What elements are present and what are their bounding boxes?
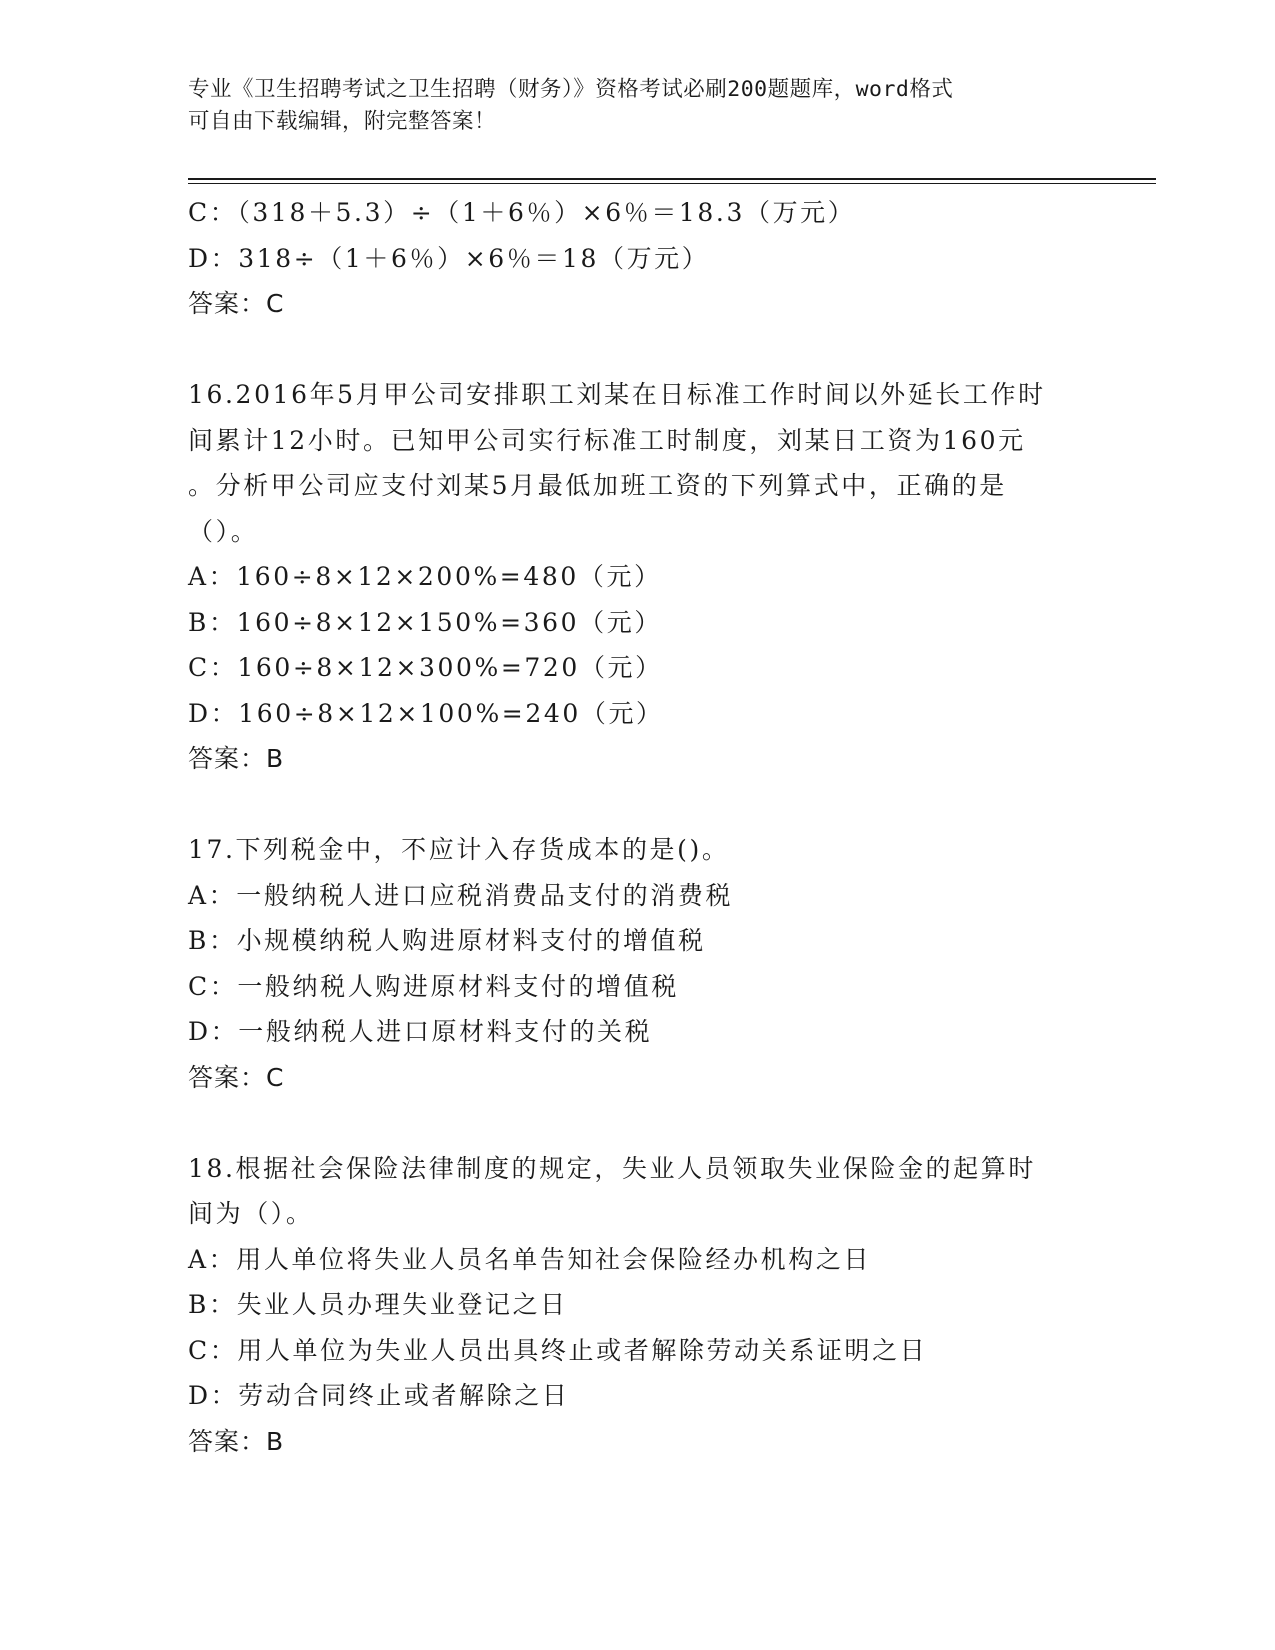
- question-17: [188, 827, 1088, 1100]
- question-16: [188, 372, 1088, 782]
- answer-label: 答案：B: [188, 1426, 285, 1456]
- answer-label: 答案：C: [188, 289, 285, 318]
- question-stem-line: 16.2016年5月甲公司安排职工刘某在日标准工作时间以外延长工作时: [188, 380, 1046, 409]
- question-stem-line: 间累计12小时。已知甲公司实行标准工时制度，刘某日工资为160元: [188, 425, 1026, 455]
- question-stem-line: 。分析甲公司应支付刘某5月最低加班工资的下列算式中，正确的是: [188, 471, 1007, 500]
- option-d: D：160÷8×12×100%=240（元）: [188, 698, 664, 728]
- option-a: A：用人单位将失业人员名单告知社会保险经办机构之日: [188, 1244, 872, 1274]
- header-line-1: 专业《卫生招聘考试之卫生招聘（财务）》资格考试必刷200题题库，word格式: [188, 77, 954, 102]
- question-18: [188, 1146, 1088, 1465]
- option-d: D：劳动合同终止或者解除之日: [188, 1381, 570, 1410]
- option-c: C：用人单位为失业人员出具终止或者解除劳动关系证明之日: [188, 1335, 928, 1365]
- option-c: C：一般纳税人购进原材料支付的增值税: [188, 971, 679, 1001]
- spacer: [188, 1100, 1088, 1146]
- option-d: D：318÷（1＋6％）×6％＝18（万元）: [188, 243, 710, 273]
- option-b: B：失业人员办理失业登记之日: [188, 1290, 568, 1319]
- option-c: C：160÷8×12×300%=720（元）: [188, 653, 663, 682]
- option-b: B：小规模纳税人购进原材料支付的增值税: [188, 926, 706, 955]
- option-a: A：一般纳税人进口应税消费品支付的消费税: [188, 880, 734, 910]
- document-content: [188, 190, 1088, 1464]
- option-b: B：160÷8×12×150%=360（元）: [188, 607, 662, 637]
- question-stem-line: 17.下列税金中，不应计入存货成本的是()。: [188, 835, 730, 864]
- option-a: A：160÷8×12×200%=480（元）: [188, 562, 662, 591]
- spacer: [188, 782, 1088, 828]
- option-c: C：（318＋5.3）÷（1＋6％）×6％＝18.3（万元）: [188, 198, 856, 227]
- answer-label: 答案：C: [188, 1062, 285, 1092]
- question-15-continued: [188, 190, 1088, 327]
- document-header: [188, 74, 1088, 138]
- spacer: [188, 327, 1088, 373]
- header-line-2: 可自由下载编辑，附完整答案！: [188, 109, 497, 134]
- question-stem-line: （）。: [188, 516, 259, 546]
- question-stem-line: 间为（）。: [188, 1199, 314, 1228]
- answer-label: 答案：B: [188, 744, 285, 773]
- header-rule-thick: [188, 178, 1156, 180]
- option-d: D：一般纳税人进口原材料支付的关税: [188, 1017, 653, 1046]
- question-stem-line: 18.根据社会保险法律制度的规定，失业人员领取失业保险金的起算时: [188, 1153, 1036, 1183]
- header-rule-thin: [188, 183, 1156, 184]
